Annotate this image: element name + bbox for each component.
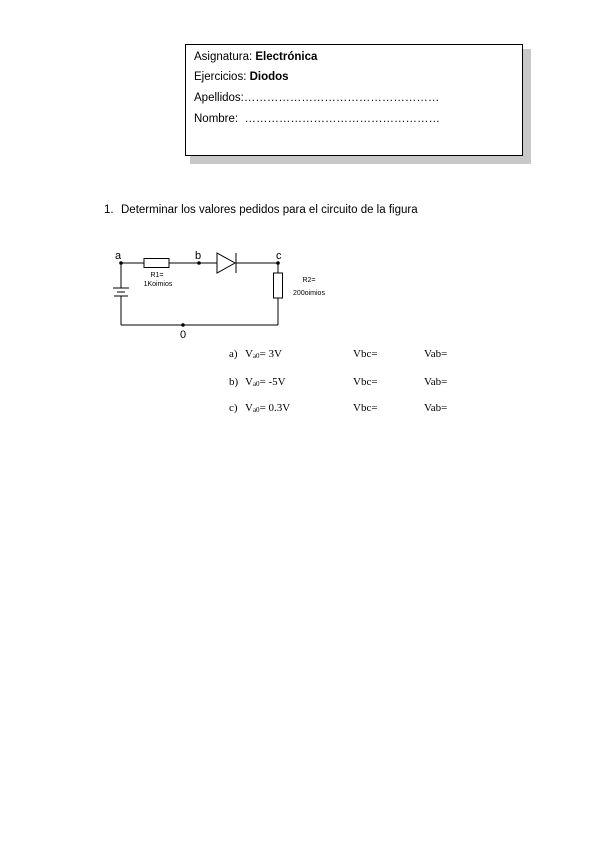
student-info-box bbox=[185, 44, 523, 156]
exercises-row bbox=[194, 71, 289, 83]
answer-vab: Vab= bbox=[424, 376, 448, 388]
question-1 bbox=[104, 204, 418, 216]
node-a-label: a bbox=[115, 250, 122, 262]
surname-blank: …………………………………………… bbox=[243, 92, 440, 104]
resistor-r2 bbox=[274, 273, 283, 298]
r1-value: 1Koimios bbox=[143, 281, 173, 288]
answer-letter: c) bbox=[229, 402, 238, 414]
question-number: 1. bbox=[104, 204, 114, 216]
answer-vab: Vab= bbox=[424, 348, 448, 360]
answer-vab: Vab= bbox=[424, 402, 448, 414]
voltage-source-symbol bbox=[113, 288, 129, 296]
exercises-label: Ejercicios: bbox=[194, 71, 247, 83]
exercises-value: Diodos bbox=[249, 71, 289, 83]
answer-letter: a) bbox=[229, 348, 238, 360]
subject-label: Asignatura: bbox=[194, 51, 253, 63]
surname-row bbox=[194, 92, 439, 104]
r1-label: R1= bbox=[150, 272, 164, 279]
subject-value: Electrónica bbox=[255, 51, 318, 63]
name-blank: …………………………………………… bbox=[244, 113, 440, 125]
answer-condition: $V_{a0}= 0.3V$ bbox=[245, 402, 291, 414]
surname-label: Apellidos: bbox=[194, 92, 244, 104]
question-text: Determinar los valores pedidos para el circuito de la figura bbox=[121, 204, 418, 216]
resistor-r1 bbox=[144, 259, 169, 268]
r2-value: 200oimios bbox=[293, 290, 325, 297]
answer-vbc: Vbc= bbox=[353, 348, 378, 360]
answer-condition: $V_{a0}= 3V$ bbox=[245, 348, 282, 360]
answer-condition: $V_{a0}= -5V$ bbox=[245, 376, 286, 388]
node-b-label: b bbox=[195, 250, 202, 262]
answer-vbc: Vbc= bbox=[353, 376, 378, 388]
node-0-dot bbox=[181, 323, 185, 327]
node-c-label: c bbox=[276, 250, 282, 262]
name-label: Nombre: bbox=[194, 113, 239, 125]
answer-vbc: Vbc= bbox=[353, 402, 378, 414]
subject-row bbox=[194, 51, 317, 63]
circuit-diagram bbox=[100, 244, 340, 340]
r2-label: R2= bbox=[302, 277, 316, 284]
diode-symbol bbox=[217, 253, 235, 273]
node-0-label: 0 bbox=[180, 329, 187, 340]
answer-letter: b) bbox=[229, 376, 239, 388]
name-row bbox=[194, 113, 440, 125]
